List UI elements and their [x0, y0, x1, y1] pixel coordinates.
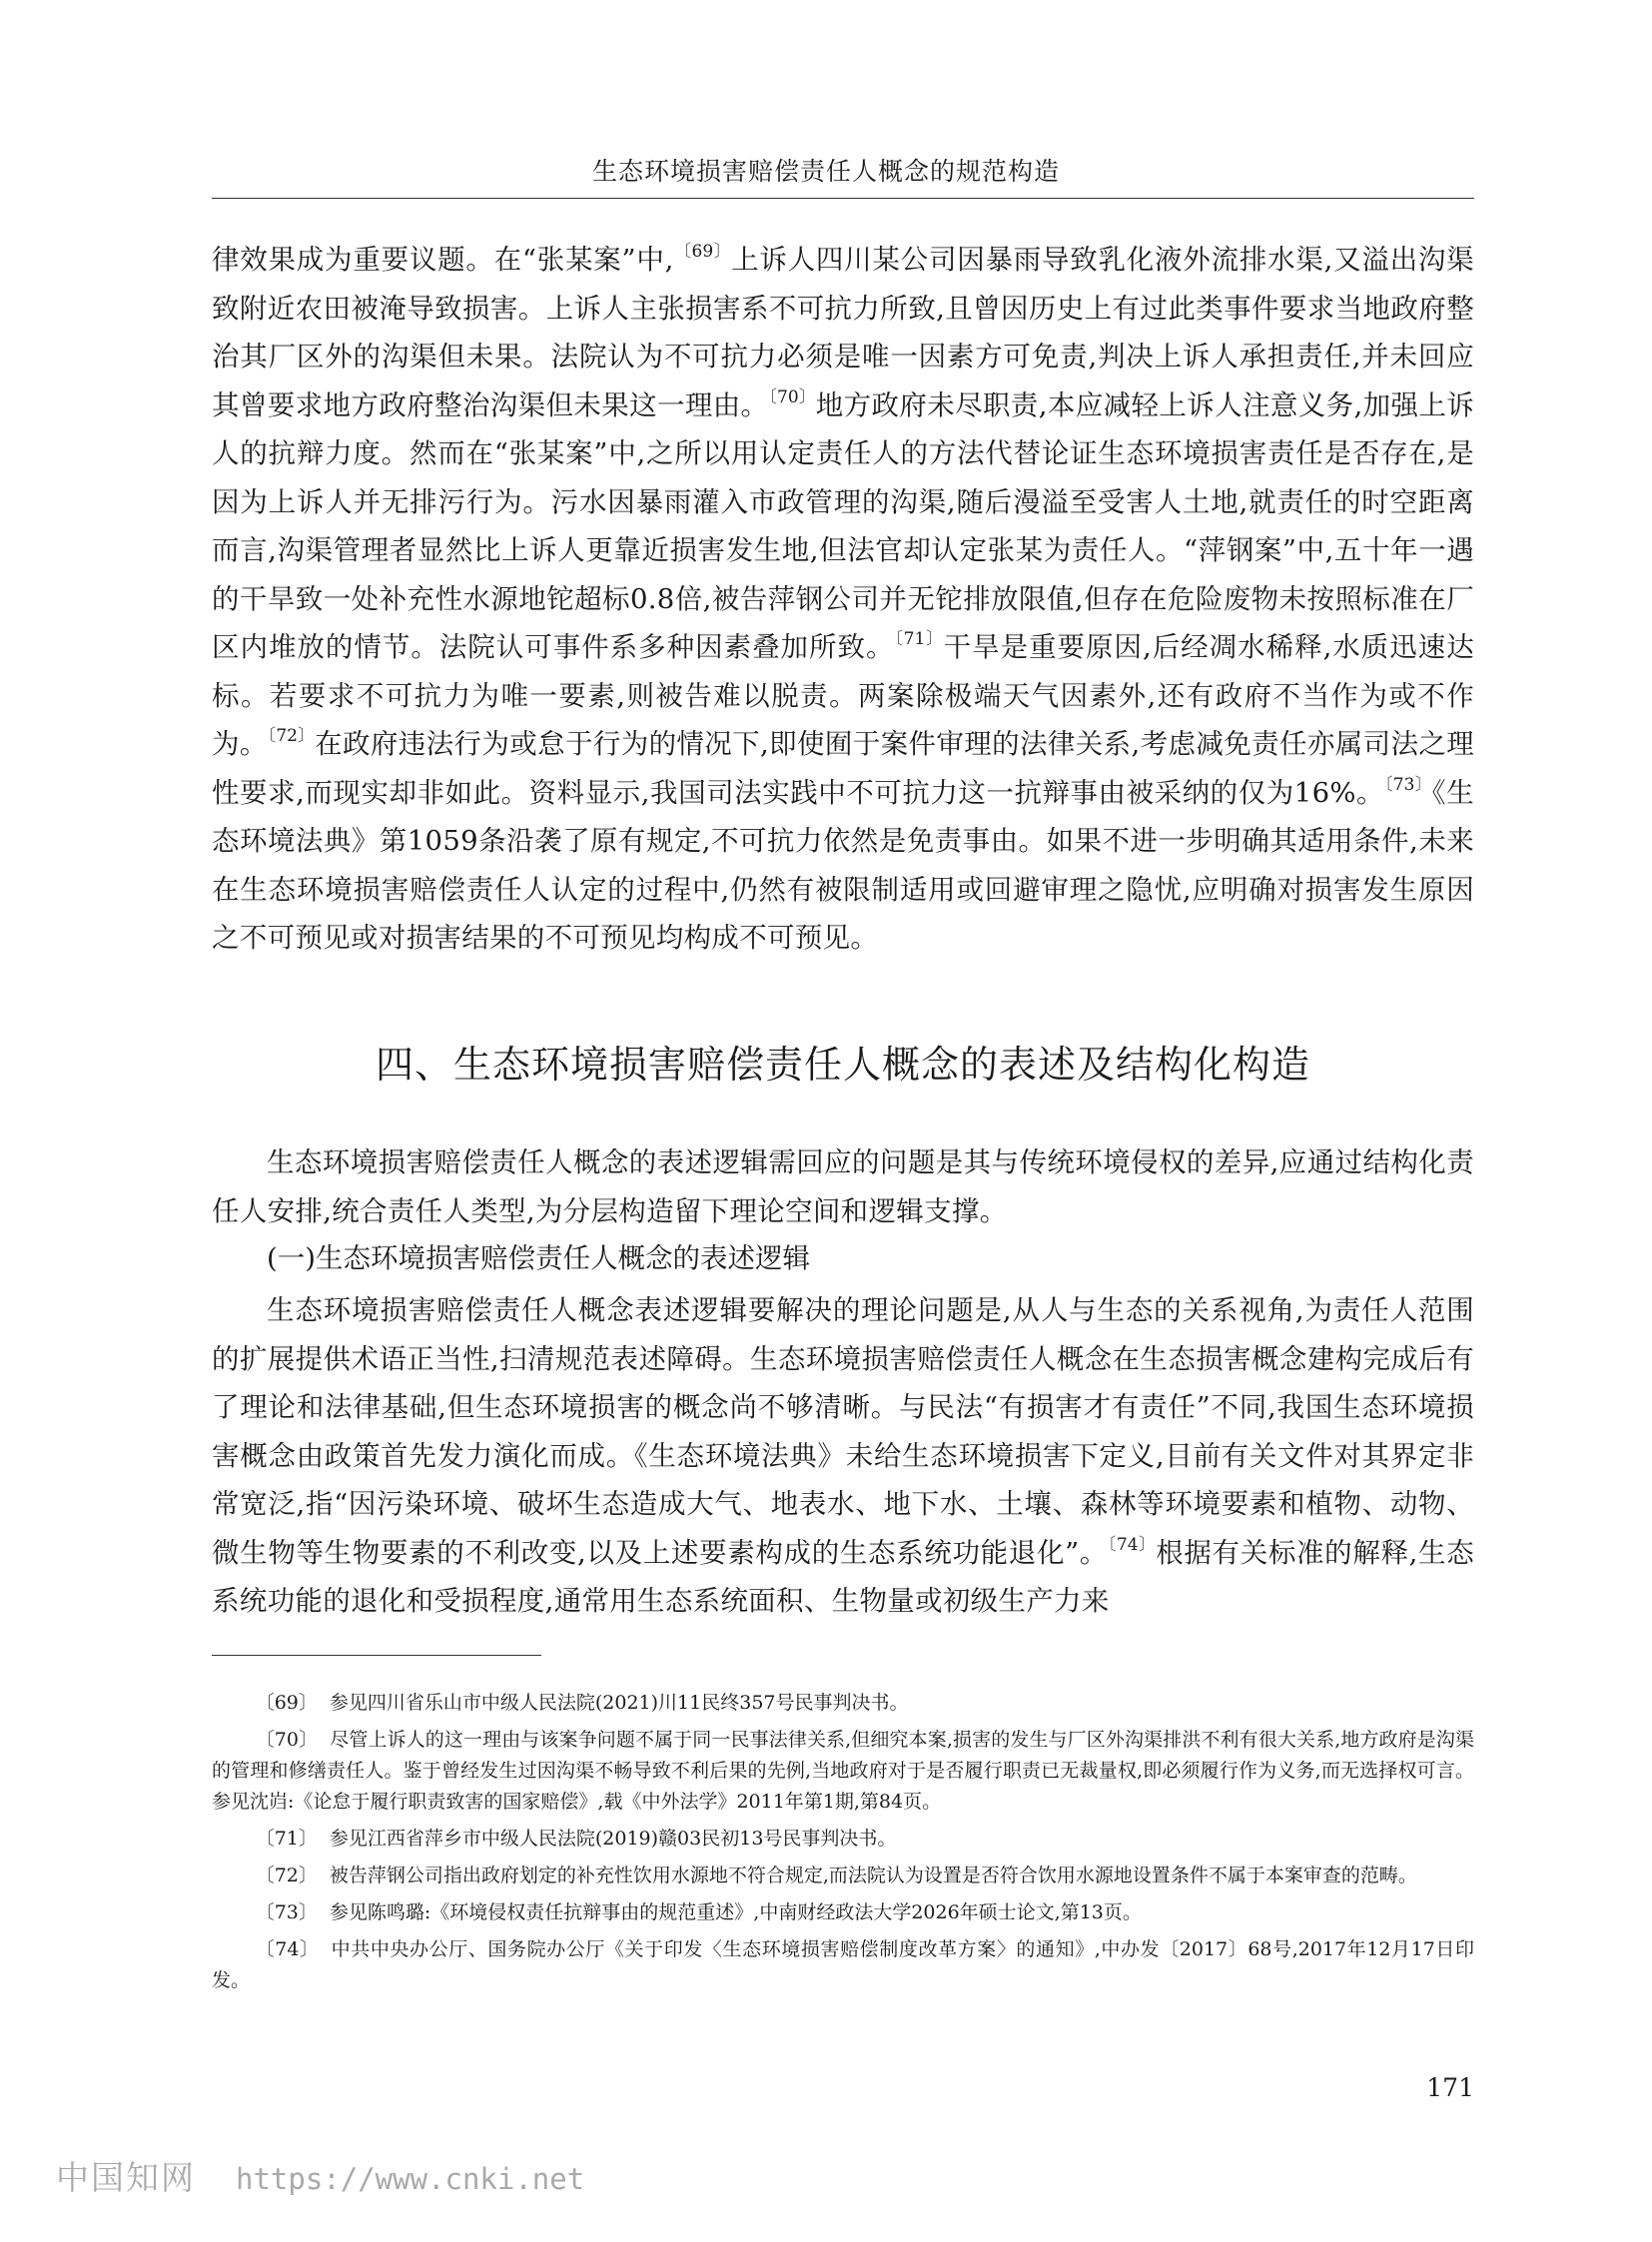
footnote-ref-74[interactable]: 〔74〕 — [1108, 1534, 1157, 1555]
running-header: 生态环境损害赔偿责任人概念的规范构造 — [591, 157, 1060, 186]
footnote-ref-73[interactable]: 〔73〕 — [1384, 774, 1432, 795]
footnote-ref-72[interactable]: 〔72〕 — [267, 726, 316, 746]
section-heading: 四、生态环境损害赔偿责任人概念的表述及结构化构造 — [375, 1043, 1310, 1087]
paragraph-text: 根据有关标准的解释,生态系统功能的退化和受损程度,通常用生态系统面积、生物量或初级生产力来 — [212, 1536, 1475, 1617]
paragraph-text: 上诉人四川某公司因暴雨导致乳化液外流排水渠,又溢出沟渠致附近农田被淹导致损害。上诉人主张损害系不可抗力所致,且曾因历史上有过此类事件要求当地政府整治其厂区外的沟渠但未果。法院认为不可抗力必须是唯一因素方可免责,判决上诉人承担责任,并未回应其曾要求地方政府整治沟渠但未果这一理由。 — [212, 244, 1474, 421]
footnote-number: 〔69〕 — [255, 1692, 318, 1714]
footnote-rule — [212, 1655, 541, 1656]
footnote-72 — [212, 1861, 1474, 1891]
cnki-logo-text: 中国知网 — [56, 2158, 196, 2197]
footnote-number: 〔71〕 — [255, 1828, 318, 1850]
subsection-heading: (一)生态环境损害赔偿责任人概念的表述逻辑 — [267, 1242, 810, 1274]
paragraph-text: 《生态环境法典》第1059条沿袭了原有规定,不可抗力依然是免责事由。如果不进一步明确其适用条件,未来在生态环境损害赔偿责任人认定的过程中,仍然有被限制适用或回避审理之隐忧,应明确对损害发生原因之不可预见或对损害结果的不可预见均构成不可预见。 — [212, 776, 1474, 954]
cnki-url[interactable]: https://www.cnki.net — [236, 2162, 585, 2196]
paragraph-text: 律效果成为重要议题。在“张某案”中, — [212, 244, 674, 276]
paragraph-text: 生态环境损害赔偿责任人概念表述逻辑要解决的理论问题是,从人与生态的关系视角,为责任人范围的扩展提供术语正当性,扫清规范表述障碍。生态环境损害赔偿责任人概念在生态损害概念建构完成后有了理论和法律基础,但生态环境损害的概念尚不够清晰。与民法“有损害才有责任”不同,我国生态环境损害概念由政策首先发力演化而成。《生态环境法典》未给生态环境损害下定义,目前有关文件对其界定非常宽泛,指“因污染环境、破坏生态造成大气、地表水、地下水、土壤、森林等环境要素和植物、动物、微生物等生物要素的不利改变,以及上述要素构成的生态系统功能退化”。 — [212, 1294, 1474, 1569]
footnote-69 — [212, 1688, 1474, 1719]
footnote-ref-70[interactable]: 〔70〕 — [768, 386, 816, 407]
cnki-watermark — [56, 2152, 584, 2199]
footnote-text: 参见四川省乐山市中级人民法院(2021)川11民终357号民事判决书。 — [329, 1692, 909, 1714]
footnote-text: 尽管上诉人的这一理由与该案争问题不属于同一民事法律关系,但细究本案,损害的发生与厂区外沟渠排洪不利有很大关系,地方政府是沟渠的管理和修缮责任人。鉴于曾经发生过因沟渠不畅导致不利后果的先例,当地政府对于是否履行职责已无裁量权,即必须履行作为义务,而无选择权可言。参见沈岿:《论怠于履行职责致害的国家赔偿》,载《中外法学》2011年第1期,第84页。 — [212, 1729, 1474, 1813]
page-number: 171 — [1426, 2073, 1474, 2102]
footnote-70 — [212, 1725, 1474, 1818]
paragraph-intro: 生态环境损害赔偿责任人概念的表述逻辑需回应的问题是其与传统环境侵权的差异,应通过结构化责任人安排,统合责任人类型,为分层构造留下理论空间和逻辑支撑。 — [212, 1146, 1474, 1227]
footnote-text: 中共中央办公厅、国务院办公厅《关于印发〈生态环境损害赔偿制度改革方案〉的通知》,中办发〔2017〕68号,2017年12月17日印发。 — [212, 1938, 1474, 1991]
footnote-text: 参见江西省萍乡市中级人民法院(2019)赣03民初13号民事判决书。 — [329, 1828, 897, 1850]
footnote-ref-69[interactable]: 〔69〕 — [673, 242, 732, 262]
footnote-ref-71[interactable]: 〔71〕 — [894, 629, 944, 649]
paragraph-body — [212, 1286, 1474, 1626]
paragraph-text: 地方政府未尽职责,本应减轻上诉人注意义务,加强上诉人的抗辩力度。然而在“张某案”中,之所以用认定责任人的方法代替论证生态环境损害责任是否存在,是因为上诉人并无排污行为。污水因暴雨灌入市政管理的沟渠,随后漫溢至受害人土地,就责任的时空距离而言,沟渠管理者显然比上诉人更靠近损害发生地,但法官却认定张某为责任人。“萍钢案”中,五十年一遇的干旱致一处补充性水源地铊超标0.8倍,被告萍钢公司并无铊排放限值,但存在危险废物未按照标准在厂区内堆放的情节。法院认可事件系多种因素叠加所致。 — [212, 388, 1475, 663]
footnote-text: 被告萍钢公司指出政府划定的补充性饮用水源地不符合规定,而法院认为设置是否符合饮用水源地设置条件不属于本案审查的范畴。 — [329, 1865, 1417, 1886]
paragraph-text: 干旱是重要原因,后经凋水稀释,水质迅速达标。若要求不可抗力为唯一要素,则被告难以脱责。两案除极端天气因素外,还有政府不当作为或不作为。 — [212, 631, 1474, 760]
footnote-71 — [212, 1824, 1474, 1855]
footnote-73 — [212, 1897, 1474, 1928]
footnote-number: 〔70〕 — [255, 1729, 319, 1751]
header-rule — [212, 198, 1474, 199]
footnote-number: 〔73〕 — [255, 1901, 318, 1923]
footnote-number: 〔74〕 — [255, 1938, 320, 1960]
footnote-text: 参见陈鸣璐:《环境侵权责任抗辩事由的规范重述》,中南财经政法大学2026年硕士论文,第13页。 — [329, 1901, 1142, 1923]
paragraph-continued — [212, 236, 1474, 963]
paragraph-text: 在政府违法行为或怠于行为的情况下,即使囿于案件审理的法律关系,考虑减免责任亦属司法之理性要求,而现实却非如此。资料显示,我国司法实践中不可抗力这一抗辩事由被采纳的仅为16%。 — [212, 728, 1474, 809]
footnote-number: 〔72〕 — [255, 1865, 318, 1886]
footnotes — [212, 1688, 1474, 2002]
footnote-74 — [212, 1934, 1474, 1996]
